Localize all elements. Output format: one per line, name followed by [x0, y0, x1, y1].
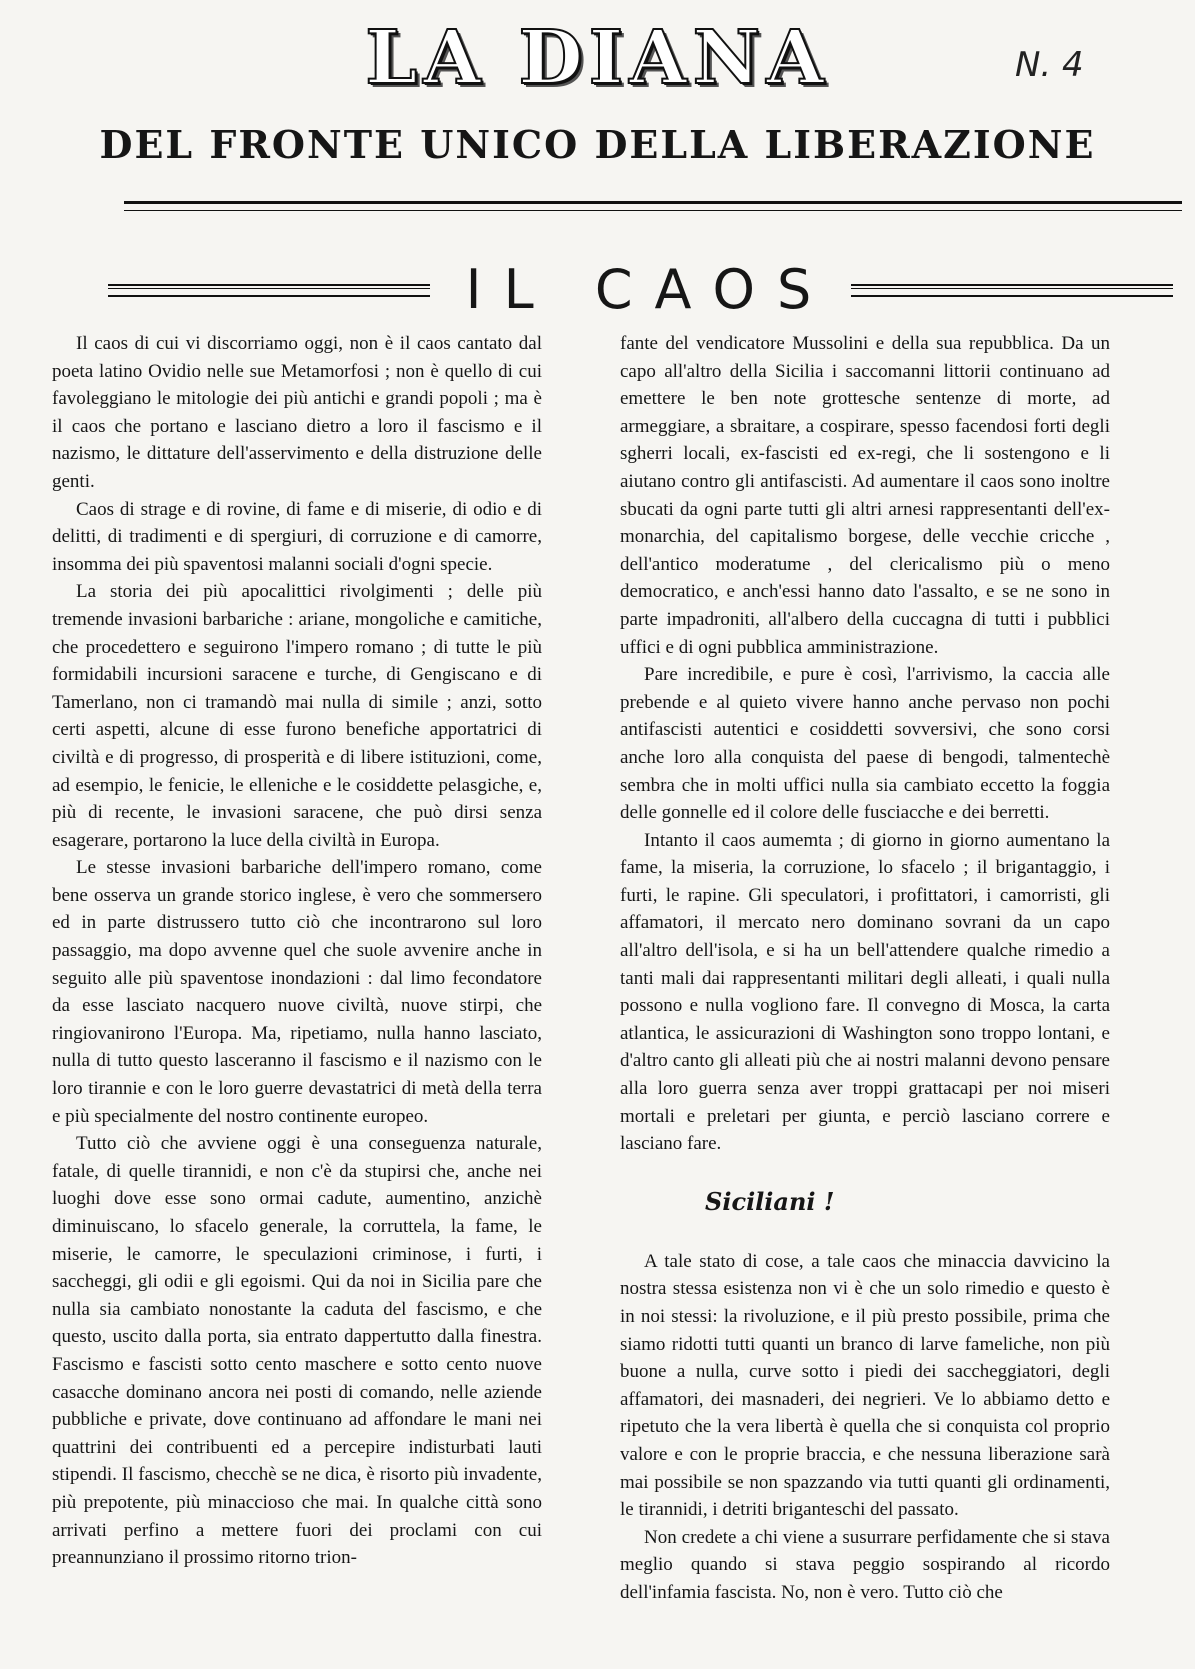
paragraph: Pare incredibile, e pure è così, l'arrivismo, la caccia alle prebende e al quieto vivere hanno anche pervaso non pochi antifascisti autentici e cosiddetti sovversivi, che sono corsi anche loro alla conquista del paese di bengodi, talmentechè sembra che in molti uffici nulla sia cambiato eccetto la foggia delle gonnelle ed il colore delle fusciacche e dei berretti. — [620, 664, 1110, 824]
paragraph: La storia dei più apocalittici rivolgimenti ; delle più tremende invasioni barbariche : ariane, mongoliche e camitiche, che procedettero e seguirono l'impero romano ; di tutte le più formidabili incursioni saracene e turche, di Gengiscano e di Tamerlano, non ci tramandò mai nulla di simile ; anzi, sotto certi aspetti, alcune di esse furono benefiche apportatrici di civiltà e di progresso, di prosperità e di libere istituzioni, come, ad esempio, le fenicie, le elleniche e le cosiddette pelasgiche, e, più di recente, le invasioni saracene, che può dirsi senza esagerare, portarono la luce della civiltà in Europa. — [52, 581, 542, 851]
article-headline: IL CAOS — [465, 258, 834, 321]
left-column — [52, 330, 542, 1572]
paragraph: Il caos di cui vi discorriamo oggi, non è il caos cantato dal poeta latino Ovidio nelle sue Metamorfosi ; non è quello di cui favoleggiano le mitologie dei più antichi e grandi popoli ; ma è il caos che portano e lasciano dietro a loro il fascismo e il nazismo, le dittature dell'asservimento e della distruzione delle genti. — [52, 333, 542, 492]
paragraph: Tutto ciò che avviene oggi è una conseguenza naturale, fatale, di quelle tirannidi, e non c'è da stupirsi che, anche nei luoghi dove esse sono ormai cadute, aumentino, anzichè diminuiscano, lo sfacelo generale, la corruttela, la fame, le miserie, le camorre, le speculazioni criminose, i furti, i saccheggi, gli odii e gli egoismi. Qui da noi in Sicilia pare che nulla sia cambiato nonostante la caduta del fascismo, e che questo, uscito dalla porta, sia entrato dappertutto dalla finestra. Fascismo e fascisti sotto cento maschere e sotto cento nuove casacche dominano ancora nei posti di comando, nelle aziende pubbliche e private, dove continuano ad affondare le mani nei quattrini dei contribuenti ed a percepire indisturbati lauti stipendi. Il fascismo, checchè se ne dica, è risorto più invadente, più prepotente, più minaccioso che mai. In qualche città sono arrivati perfino a mettere fuori dei proclami con cui preannunziano il prossimo ritorno trion- — [52, 1133, 542, 1569]
right-column — [620, 330, 1110, 1607]
newspaper-subtitle: DEL FRONTE UNICO DELLA LIBERAZIONE — [99, 122, 1096, 167]
masthead-rule-thin — [124, 210, 1182, 211]
paragraph: Non credete a chi viene a susurrare perfidamente che si stava meglio quando si stava peggio sospirando al ricordo dell'infamia fascista. No, non è vero. Tutto ciò che — [620, 1526, 1110, 1603]
paragraph: Le stesse invasioni barbariche dell'impero romano, come bene osserva un grande storico inglese, è vero che sommersero ed in parte distrussero tutto ciò che incontrarono sul loro passaggio, ma dopo avvenne quel che suole avvenire anche in seguito alle più spaventose inondazioni : dal limo fecondatore da esse lasciato nacquero nuove civiltà, nuove stirpi, che ringiovanirono l'Europa. Ma, ripetiamo, nulla hanno lasciato, nulla di tutto questo lasceranno il fascismo e il nazismo con le loro tirannie e con le loro guerre devastatrici di metà della terra e più specialmente del nostro continente europeo. — [52, 857, 542, 1127]
paragraph: A tale stato di cose, a tale caos che minaccia davvicino la nostra stessa esistenza non vi è che un solo rimedio e questo è in noi stessi: la rivoluzione, e il più presto possibile, prima che siamo ridotti tutti quanti un branco di larve fameliche, non più buone a nulla, curve sotto i piedi dei saccheggiatori, degli affamatori, dei masnaderi, dei negrieri. Ve lo abbiamo detto e ripetuto che la vera libertà è quella che si conquista col proprio valore e con le proprie braccia, e che nessuna liberazione sarà mai possibile se non spazzando via tutti quanti gli ordinamenti, le tirannidi, i detriti briganteschi del passato. — [620, 1250, 1110, 1521]
section-subheading: Siciliani ! — [705, 1186, 835, 1216]
paragraph: Caos di strage e di rovine, di fame e di miserie, di odio e di delitti, di tradimenti e di spergiuri, di corruzione e di camorre, insomma dei più spaventosi malanni sociali d'ogni specie. — [52, 498, 542, 575]
issue-number: N. 4 — [1015, 45, 1084, 85]
headline-row — [108, 255, 1173, 325]
headline-left-rule — [108, 284, 430, 297]
masthead-rule-thick — [124, 201, 1182, 204]
paragraph: fante del vendicatore Mussolini e della sua repubblica. Da un capo all'altro della Sicilia i saccomanni littorii continuano ad emettere le ben note grottesche sentenze di morte, ad armeggiare, a sbraitare, a cospirare, spesso facendosi forti degli sgherri locali, ex-fascisti ed ex-regi, che li sostengono e li aiutano contro gli antifascisti. Ad aumentare il caos sono inoltre sbucati da ogni parte tutti gli altri arnesi rappresentanti dell'ex-monarchia, del capitalismo borgese, delle vecchie cricche , dell'antico moderatume , del clericalismo più o meno democratico, e anch'essi hanno dato l'assalto, e se ne sono in parte impadroniti, all'albero della cuccagna di tutti i pubblici uffici e di ogni pubblica amministrazione. — [620, 333, 1110, 658]
paragraph: Intanto il caos aumemta ; di giorno in giorno aumentano la fame, la miseria, la corruzione, lo sfacelo ; il brigantaggio, i furti, le rapine. Gli speculatori, i profittatori, i camorristi, gli affamatori, il mercato nero dominano sovrani da un capo all'altro dell'isola, e si ha un bell'attendere qualche rimedio a tanti mali dai rappresentanti militari degli alleati, i quali nulla possono e nulla vogliono fare. Il convegno di Mosca, la carta atlantica, le assicurazioni di Washington sono troppo lontani, e d'altro canto gli alleati più che ai nostri malanni devono pensare alla loro guerra senza aver troppi grattacapi per noi miseri mortali e preletari per giunta, e perciò lasciano correre e lasciano fare. — [620, 829, 1110, 1155]
newspaper-title: LA DIANA — [365, 15, 830, 101]
headline-right-rule — [851, 284, 1173, 297]
